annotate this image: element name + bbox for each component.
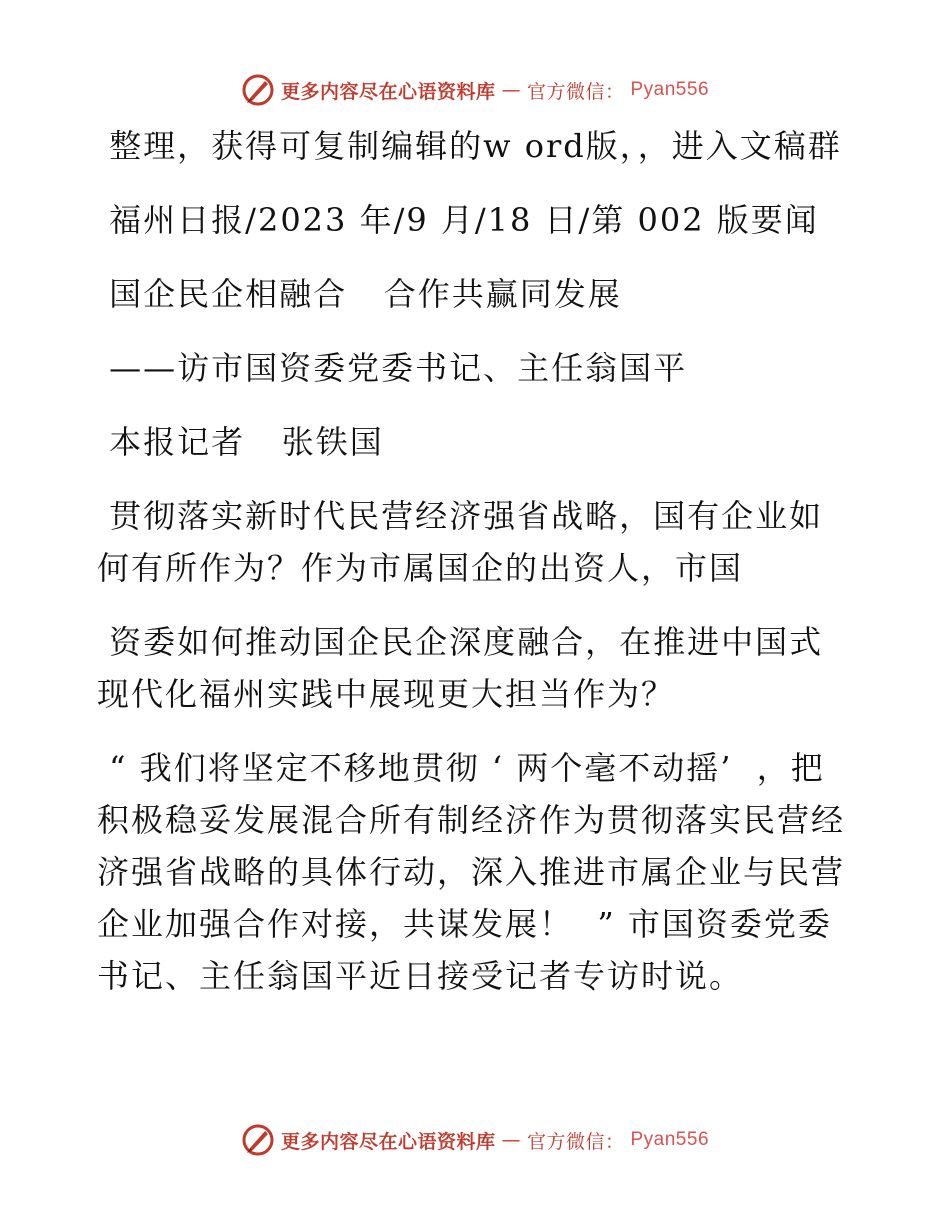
- paragraph-body-2: 资委如何推动国企民企深度融合，在推进中国式现代化福州实践中展现更大担当作为？: [97, 623, 824, 713]
- banner-separator: —: [501, 79, 521, 101]
- footer-banner: [0, 1120, 950, 1160]
- article-byline: 本报记者 张铁国: [97, 423, 384, 461]
- banner-wechat-label: 官方微信：: [526, 80, 625, 103]
- banner-wechat-id: Pyan556: [630, 1129, 710, 1150]
- banner-wechat-id: Pyan556: [630, 79, 710, 100]
- paragraph-source-line: 福州日报/2023 年/9 月/18 日/第 002 版要闻: [97, 201, 819, 239]
- paragraph-intro: 整理，获得可复制编辑的w ord版，，进入文稿群: [97, 127, 842, 165]
- document-body: [97, 120, 857, 1024]
- paragraph-body-1: 贯彻落实新时代民营经济强省战略，国有企业如何有所作为？作为市属国企的出资人，市国: [97, 497, 824, 587]
- banner-wechat-label: 官方微信：: [526, 1130, 625, 1153]
- article-headline: 国企民企相融合 合作共赢同发展: [97, 275, 622, 313]
- banner-brand: 更多内容尽在心语资料库: [280, 80, 496, 103]
- quill-pen-icon: [241, 73, 275, 107]
- quill-pen-icon: [241, 1123, 275, 1157]
- article-subheadline: ——访市国资委党委书记、主任翁国平: [97, 349, 688, 387]
- paragraph-body-3: “ 我们将坚定不移地贯彻 ‘ 两个毫不动摇’ ，把积极稳妥发展混合所有制经济作为贯彻落实民营经济强省战略的具体行动，深入推进市属企业与民营企业加强合作对接，共谋发展！ ” 市国资委党委书记、主任翁国平近日接受记者专访时说。: [97, 749, 846, 995]
- banner-brand: 更多内容尽在心语资料库: [280, 1130, 496, 1153]
- banner-separator: —: [501, 1129, 521, 1151]
- header-banner: [0, 70, 950, 110]
